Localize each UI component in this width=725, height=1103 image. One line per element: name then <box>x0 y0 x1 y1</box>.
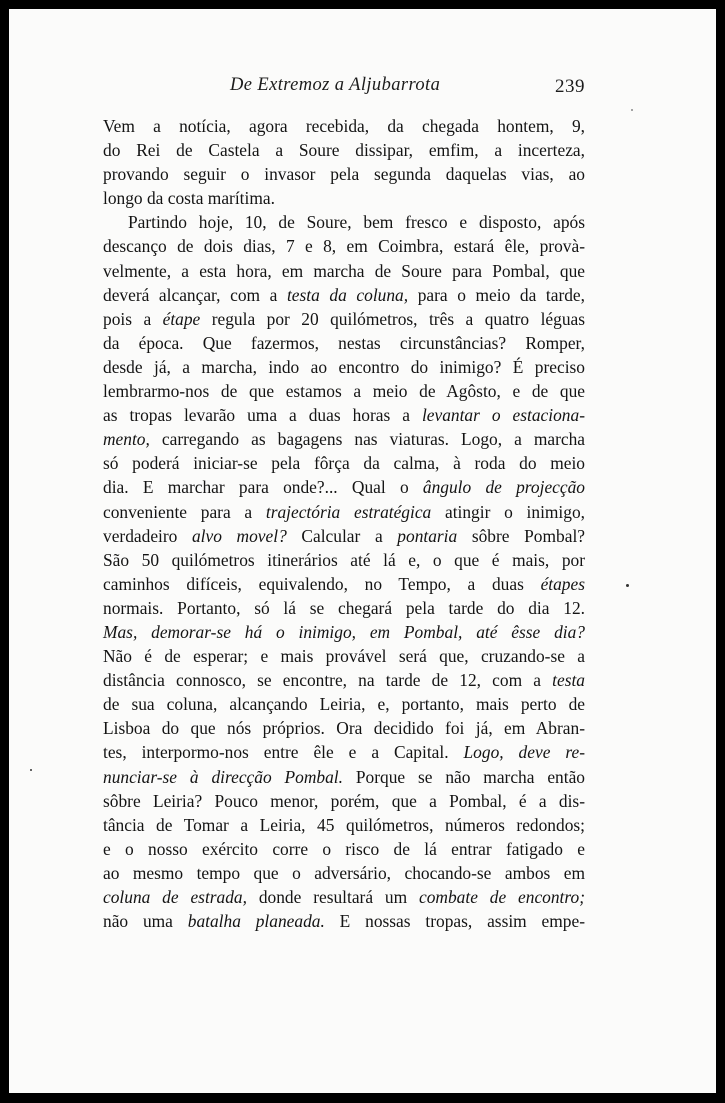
text-segment: da época. Que fazermos, nestas circunstâncias? Romper, <box>103 332 585 353</box>
text-line <box>103 909 585 933</box>
text-segment: E nossas tropas, assim empe- <box>324 911 585 932</box>
text-line <box>103 885 585 909</box>
text-line <box>103 572 585 596</box>
text-segment: verdadeiro <box>103 525 192 546</box>
text-line <box>103 524 585 548</box>
italic-text: mento, <box>103 429 150 450</box>
italic-text: testa <box>552 670 585 691</box>
text-line <box>103 331 585 355</box>
text-segment: conveniente para a <box>103 501 266 522</box>
text-segment: de sua coluna, alcançando Leiria, e, portanto, mais perto de <box>103 694 585 715</box>
paper-speck <box>631 109 633 111</box>
text-segment: normais. Portanto, só lá se chegará pela tarde do dia 12. <box>103 597 585 618</box>
text-line <box>103 765 585 789</box>
text-segment: descanço de dois dias, 7 e 8, em Coimbra, estará êle, provà- <box>103 236 585 257</box>
italic-text: étape <box>162 308 201 329</box>
text-line <box>103 403 585 427</box>
italic-text: Logo, deve re- <box>463 742 585 763</box>
text-line <box>103 837 585 861</box>
text-line <box>103 740 585 764</box>
text-segment: atingir o inimigo, <box>431 501 585 522</box>
italic-text: nunciar-se à direcção Pombal. <box>103 766 343 787</box>
text-line <box>103 307 585 331</box>
italic-text: alvo movel? <box>191 525 287 546</box>
text-segment: Lisboa do que nós próprios. Ora decidido foi já, em Abran- <box>103 718 585 739</box>
text-segment: Porque se não marcha então <box>342 766 585 787</box>
text-segment: regula por 20 quilómetros, três a quatro léguas <box>200 308 585 329</box>
text-segment: as tropas levarão uma a duas horas a <box>103 405 422 426</box>
paper-speck <box>30 769 32 771</box>
text-line <box>103 355 585 379</box>
text-line <box>103 427 585 451</box>
text-line <box>103 548 585 572</box>
text-line <box>103 162 585 186</box>
text-line <box>103 861 585 885</box>
text-line <box>103 114 585 138</box>
text-segment: desde já, a marcha, indo ao encontro do inimigo? É preciso <box>103 356 585 377</box>
italic-text: ângulo de projecção <box>422 477 585 498</box>
text-segment: deverá alcançar, com a <box>103 284 287 305</box>
text-line <box>103 596 585 620</box>
italic-text: coluna de estrada, <box>103 887 247 907</box>
paper-speck <box>626 584 629 587</box>
text-segment: São 50 quilómetros itinerários até lá e, o que é mais, por <box>103 549 585 570</box>
italic-text: trajectória estratégica <box>265 501 432 522</box>
text-segment: velmente, a esta hora, em marcha de Soure para Pombal, que <box>103 260 585 281</box>
text-segment: distância connosco, se encontre, na tarde de 12, com a <box>103 670 553 691</box>
text-segment: só poderá iniciar-se pela fôrça da calma, à roda do meio <box>103 453 585 474</box>
page-number: 239 <box>555 76 585 97</box>
text-segment: do Rei de Castela a Soure dissipar, emfim, a incerteza, <box>103 140 585 161</box>
text-line <box>103 789 585 813</box>
text-segment: dia. E marchar para onde?... Qual o <box>103 477 423 498</box>
text-line <box>103 620 585 644</box>
text-line <box>103 692 585 716</box>
text-segment: caminhos difíceis, equivalendo, no Tempo, a duas <box>103 573 541 594</box>
text-segment: donde resultará um <box>246 887 419 907</box>
text-segment: sôbre Leiria? Pouco menor, porém, que a Pombal, é a dis- <box>103 790 585 811</box>
text-segment: lembrarmo-nos de que estamos a meio de Agôsto, e de que <box>103 381 585 402</box>
text-line <box>103 234 585 258</box>
text-line <box>103 716 585 740</box>
text-segment: Calcular a <box>286 525 398 546</box>
text-segment: sôbre Pombal? <box>457 525 585 546</box>
italic-text: testa da coluna, <box>286 284 409 305</box>
text-line <box>103 475 585 499</box>
text-line <box>103 210 585 234</box>
italic-text: levantar o estaciona- <box>421 405 585 426</box>
text-segment: Partindo hoje, 10, de Soure, bem fresco e disposto, após <box>128 212 585 233</box>
italic-text: étapes <box>540 573 585 594</box>
italic-text: batalha planeada. <box>187 911 325 932</box>
page-header <box>9 75 716 105</box>
text-segment: longo da costa marítima. <box>103 188 275 209</box>
text-segment: pois a <box>103 308 163 329</box>
text-segment: para o meio da tarde, <box>408 284 585 305</box>
text-segment: Não é de esperar; e mais provável será que, cruzando-se a <box>103 646 585 667</box>
italic-text: combate de encontro; <box>419 887 585 907</box>
text-segment: Vem a notícia, agora recebida, da chegada hontem, 9, <box>103 116 585 136</box>
text-segment: não uma <box>103 911 188 932</box>
text-line <box>103 813 585 837</box>
text-segment: tes, interpormo-nos entre êle e a Capital. <box>103 742 464 763</box>
text-line <box>103 451 585 475</box>
italic-text: Mas, demorar-se há o inimigo, em Pombal, até êsse dia? <box>103 621 585 642</box>
text-segment: provando seguir o invasor pela segunda daquelas vias, ao <box>103 164 585 185</box>
text-line <box>103 668 585 692</box>
text-line <box>103 283 585 307</box>
text-line <box>103 259 585 283</box>
text-line <box>103 500 585 524</box>
italic-text: pontaria <box>397 525 458 546</box>
text-line <box>103 138 585 162</box>
text-line <box>103 644 585 668</box>
text-segment: carregando as bagagens nas viaturas. Logo, a marcha <box>149 429 585 450</box>
text-segment: ao mesmo tempo que o adversário, chocando-se ambos em <box>103 862 585 883</box>
book-page <box>9 9 716 1093</box>
body-text <box>103 114 585 933</box>
text-segment: e o nosso exército corre o risco de lá entrar fatigado e <box>103 838 585 859</box>
text-segment: tância de Tomar a Leiria, 45 quilómetros, números redondos; <box>103 814 585 835</box>
running-title: De Extremoz a Aljubarrota <box>230 75 441 95</box>
text-line <box>103 379 585 403</box>
text-line <box>103 186 585 210</box>
